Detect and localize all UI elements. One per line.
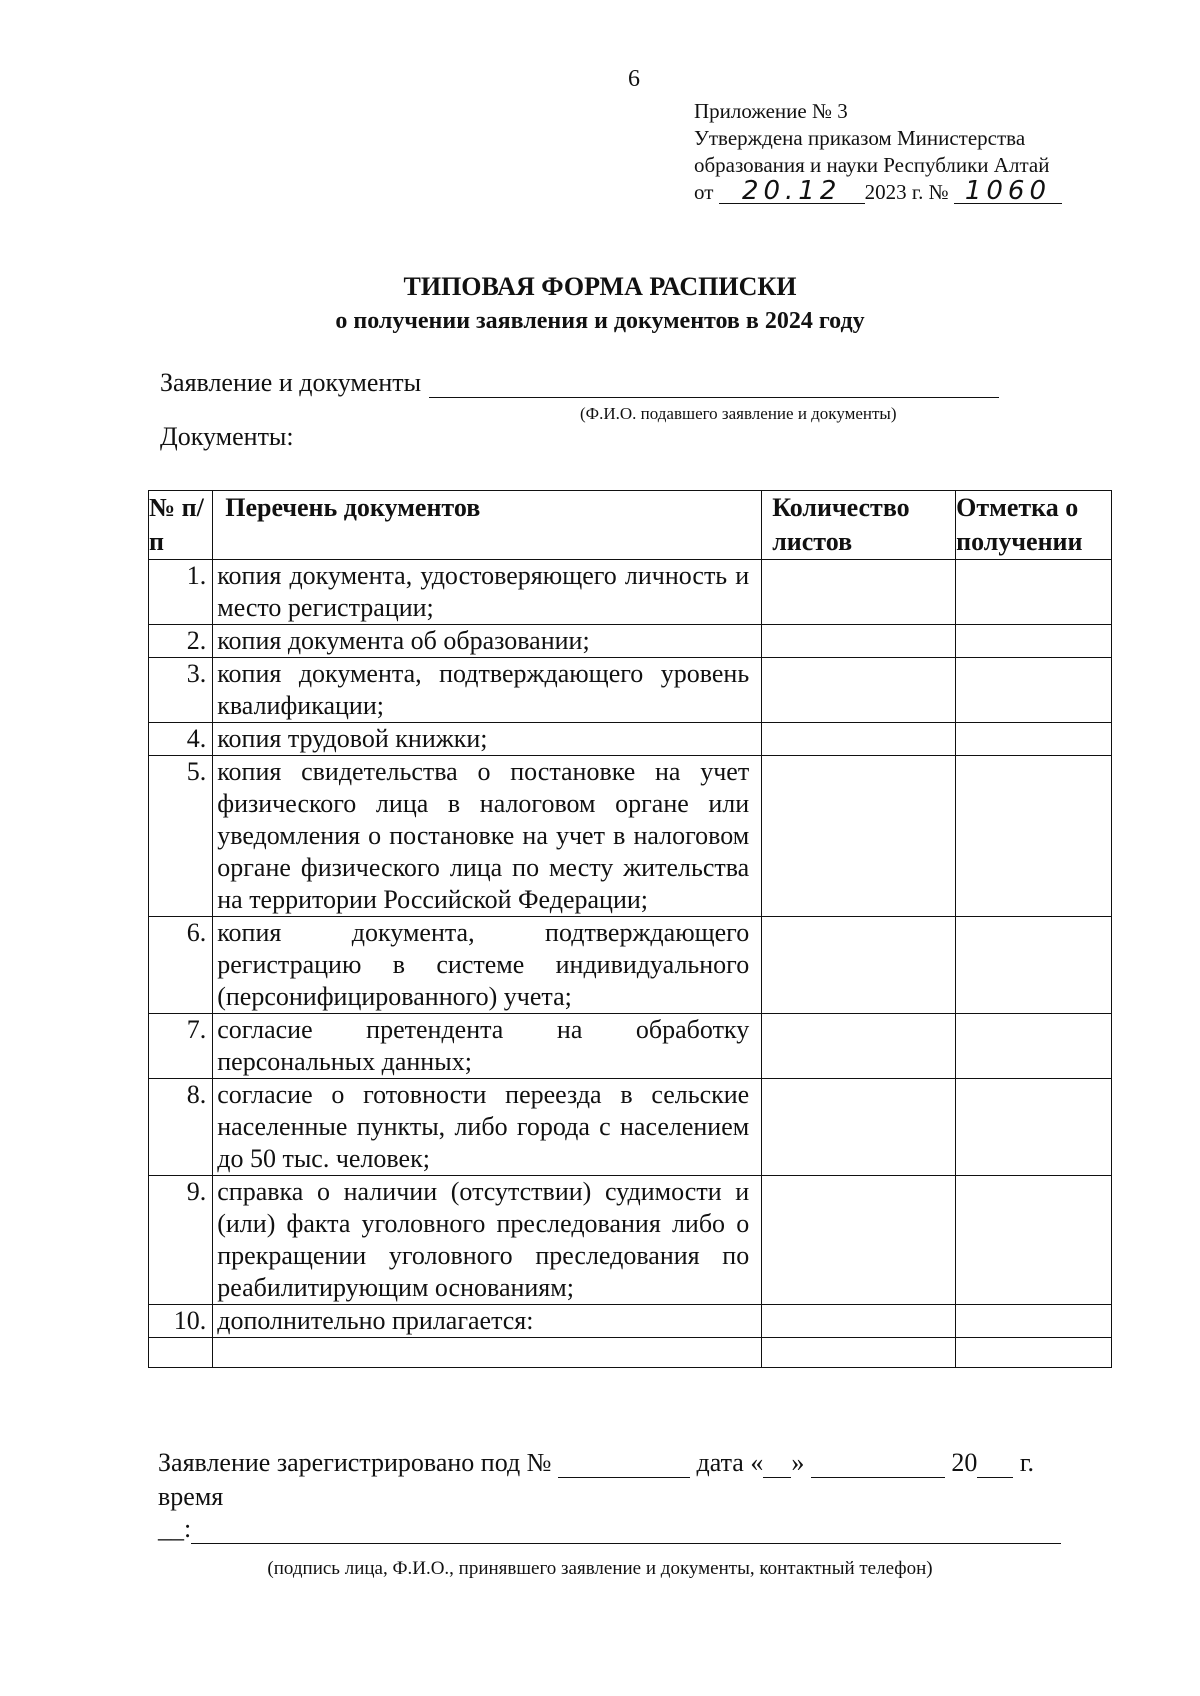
time-separator: __:: [158, 1514, 192, 1543]
table-header-row: [149, 491, 1112, 560]
row-num: 10.: [149, 1305, 213, 1338]
row-num: 3.: [149, 658, 213, 723]
row-num: 7.: [149, 1014, 213, 1079]
row-num: 9.: [149, 1176, 213, 1305]
appendix-line-3: образования и науки Республики Алтай: [694, 153, 1050, 177]
blank-text-cell[interactable]: [213, 1338, 762, 1368]
date-prefix: от: [694, 180, 714, 204]
row-text: справка о наличии (отсутствии) судимости и (или) факта уголовного преследования либо о прекращении уголовного преследования по реабилитирующим основаниям;: [213, 1176, 762, 1305]
sheets-cell[interactable]: [762, 723, 956, 756]
mark-cell[interactable]: [956, 1014, 1112, 1079]
month-field[interactable]: [811, 1451, 945, 1478]
row-text: копия документа, удостоверяющего личность и место регистрации;: [213, 560, 762, 625]
row-num: 2.: [149, 625, 213, 658]
table-row: [149, 625, 1112, 658]
table-row: [149, 723, 1112, 756]
mark-cell[interactable]: [956, 1305, 1112, 1338]
table-row: [149, 917, 1112, 1014]
year-suffix: г.: [1019, 1448, 1035, 1477]
sheets-cell[interactable]: [762, 1338, 956, 1368]
century-label: 20: [951, 1448, 978, 1477]
sheets-cell[interactable]: [762, 917, 956, 1014]
row-text: согласие о готовности переезда в сельские населенные пункты, либо города с населением до 50 тыс. человек;: [213, 1079, 762, 1176]
mark-cell[interactable]: [956, 1079, 1112, 1176]
mark-cell[interactable]: [956, 560, 1112, 625]
table-row: [149, 1014, 1112, 1079]
appendix-line-1: Приложение № 3: [694, 99, 848, 123]
row-num: 8.: [149, 1079, 213, 1176]
mark-cell[interactable]: [956, 756, 1112, 917]
table-row: [149, 1305, 1112, 1338]
row-text: копия документа об образовании;: [213, 625, 762, 658]
appendix-line-2: Утверждена приказом Министерства: [694, 126, 1026, 150]
row-text: копия свидетельства о постановке на учет физического лица в налоговом органе или уведомления о постановке на учет в налоговом органе физического лица по месту жительства на территории Российской Федерации;: [213, 756, 762, 917]
sheets-cell[interactable]: [762, 1079, 956, 1176]
table-row-blank: [149, 1338, 1112, 1368]
table-row: [149, 658, 1112, 723]
signature-note: (подпись лица, Ф.И.О., принявшего заявление и документы, контактный телефон): [267, 1558, 933, 1579]
form-title: ТИПОВАЯ ФОРМА РАСПИСКИ: [403, 272, 797, 301]
sheets-cell[interactable]: [762, 756, 956, 917]
day-field[interactable]: [763, 1451, 791, 1478]
documents-label: Документы:: [160, 422, 294, 451]
signature-field[interactable]: [191, 1517, 1061, 1544]
table-row: [149, 1176, 1112, 1305]
handwritten-date: 20.12: [719, 179, 865, 204]
mark-cell[interactable]: [956, 625, 1112, 658]
row-text: копия документа, подтверждающего регистрацию в системе индивидуального (персонифицированного) учета;: [213, 917, 762, 1014]
sheets-cell[interactable]: [762, 658, 956, 723]
applicant-name-field[interactable]: [429, 369, 999, 398]
header-sheets: Количество листов: [762, 491, 956, 560]
header-list: Перечень документов: [213, 491, 762, 560]
sheets-cell[interactable]: [762, 1014, 956, 1079]
applicant-line: [160, 368, 999, 398]
appendix-date-line: [694, 176, 1062, 206]
applicant-note: (Ф.И.О. подавшего заявление и документы): [580, 404, 897, 423]
row-text: дополнительно прилагается:: [213, 1305, 762, 1338]
mark-cell[interactable]: [956, 1338, 1112, 1368]
sheets-cell[interactable]: [762, 560, 956, 625]
table-row: [149, 1079, 1112, 1176]
handwritten-number: 1060: [954, 179, 1062, 204]
registration-number-field[interactable]: [558, 1451, 690, 1478]
header-mark: Отметка о получении: [956, 491, 1112, 560]
row-num: 6.: [149, 917, 213, 1014]
documents-table: [148, 490, 1112, 1368]
registration-line: [158, 1448, 1034, 1478]
appendix-block: [694, 98, 1062, 206]
table-row: [149, 756, 1112, 917]
page-number: 6: [628, 66, 640, 92]
year-text: 2023 г. №: [864, 180, 949, 204]
sheets-cell[interactable]: [762, 1176, 956, 1305]
time-signature-line: [158, 1514, 1061, 1544]
row-num: 5.: [149, 756, 213, 917]
blank-num-cell: [149, 1338, 213, 1368]
row-text: копия документа, подтверждающего уровень квалификации;: [213, 658, 762, 723]
table-row: [149, 560, 1112, 625]
sheets-cell[interactable]: [762, 625, 956, 658]
form-subtitle: о получении заявления и документов в 2024 году: [335, 308, 865, 334]
mark-cell[interactable]: [956, 1176, 1112, 1305]
date-label: дата «: [696, 1448, 764, 1477]
date-close-quote: »: [791, 1448, 805, 1477]
registration-label: Заявление зарегистрировано под №: [158, 1448, 552, 1477]
mark-cell[interactable]: [956, 723, 1112, 756]
row-text: согласие претендента на обработку персональных данных;: [213, 1014, 762, 1079]
header-num: № п/п: [149, 491, 213, 560]
sheets-cell[interactable]: [762, 1305, 956, 1338]
row-num: 4.: [149, 723, 213, 756]
mark-cell[interactable]: [956, 917, 1112, 1014]
row-num: 1.: [149, 560, 213, 625]
mark-cell[interactable]: [956, 658, 1112, 723]
year-field[interactable]: [977, 1451, 1013, 1478]
time-label: время: [158, 1482, 224, 1511]
applicant-label: Заявление и документы: [160, 368, 422, 397]
row-text: копия трудовой книжки;: [213, 723, 762, 756]
